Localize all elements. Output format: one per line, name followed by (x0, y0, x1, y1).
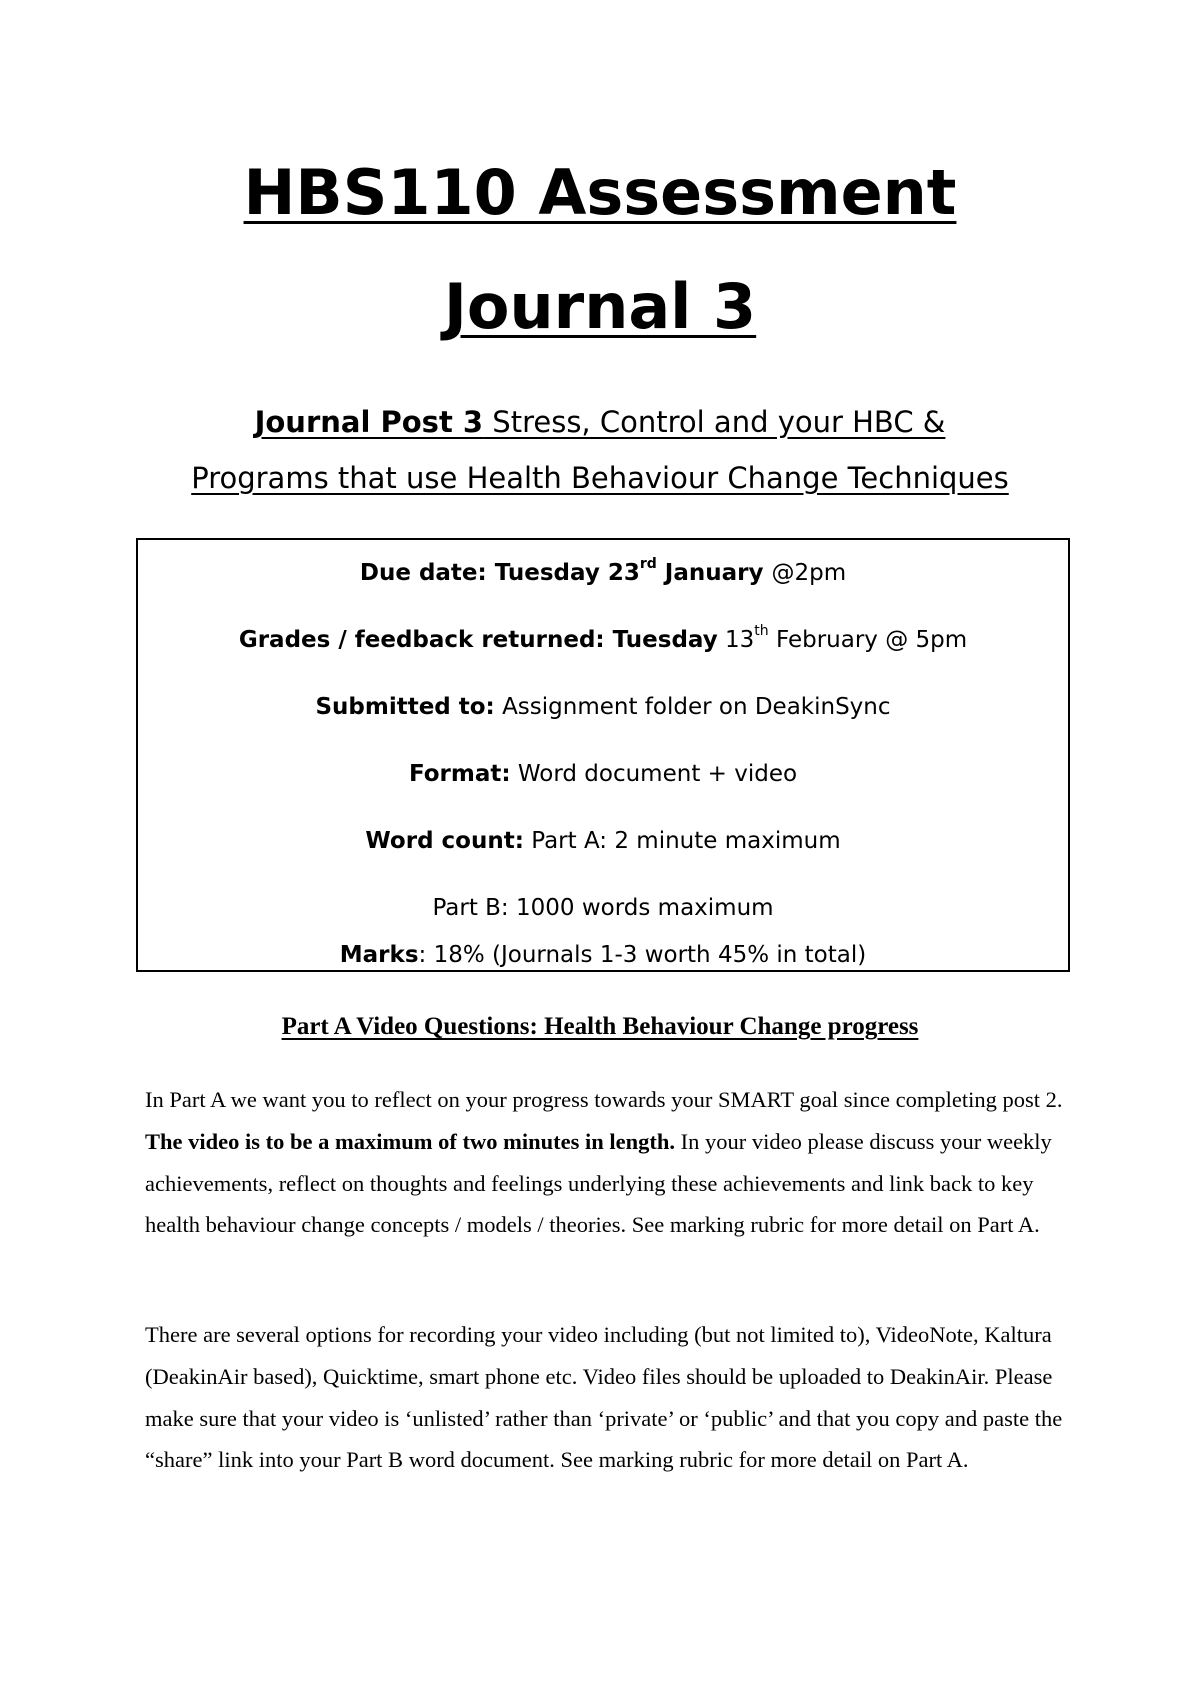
due-date-label: Due date: Tuesday 23rd January (359, 556, 772, 586)
journal-post-label: Journal Post 3 (254, 405, 484, 439)
due-date-value: @2pm (771, 560, 847, 586)
word-count-value: Part A: 2 minute maximum (523, 828, 841, 854)
word-count-label: Word count: (365, 828, 524, 854)
grades-returned-value: 13th February @ 5pm (717, 623, 968, 653)
submitted-to-label: Submitted to: (315, 694, 495, 720)
video-length-note: The video is to be a maximum of two minutes in length. (145, 1128, 676, 1154)
due-date-row (138, 556, 1068, 588)
marks-row (138, 942, 1068, 970)
journal-post-heading (0, 394, 1200, 506)
format-label: Format: (408, 761, 511, 787)
marks-value: : 18% (Journals 1-3 worth 45% in total) (418, 942, 867, 968)
format-value: Word document + video (510, 761, 798, 787)
submitted-to-row (138, 694, 1068, 722)
part-a-heading: Part A Video Questions: Health Behaviour Change progress (281, 1013, 919, 1040)
journal-post-topic-line2: Programs that use Health Behaviour Change Techniques (191, 461, 1009, 495)
word-count-row (138, 828, 1068, 856)
grades-returned-row (138, 623, 1068, 655)
submitted-to-value: Assignment folder on DeakinSync (494, 694, 891, 720)
part-a-paragraph-1: In Part A we want you to reflect on your progress towards your SMART goal since completing post 2. The video is to be a maximum of two minutes in length. In your video please discuss your weekly achievements, reflect on thoughts and feelings underlying these achievements and link back to key health behaviour change concepts / models / theories. See marking rubric for more detail on Part A. (145, 1087, 1063, 1238)
document-title: HBS110 Assessment (243, 156, 957, 229)
part-b-word-limit: Part B: 1000 words maximum (432, 895, 774, 921)
marks-label: Marks (339, 942, 419, 968)
document-subtitle-journal: Journal 3 (443, 270, 757, 343)
journal-post-topic: Stress, Control and your HBC & (483, 405, 946, 439)
part-a-paragraph-2: There are several options for recording your video including (but not limited to), VideoNote, Kaltura (DeakinAir based), Quicktime, smart phone etc. Video files should be uploaded to DeakinAir. Please make sure that your video is ‘unlisted’ rather than ‘private’ or ‘public’ and that you copy and paste the “share” link into your Part B word document. See marking rubric for more detail on Part A. (145, 1322, 1063, 1473)
assessment-info-box (136, 538, 1070, 972)
grades-returned-label: Grades / feedback returned: Tuesday (238, 627, 718, 653)
format-row (138, 761, 1068, 789)
